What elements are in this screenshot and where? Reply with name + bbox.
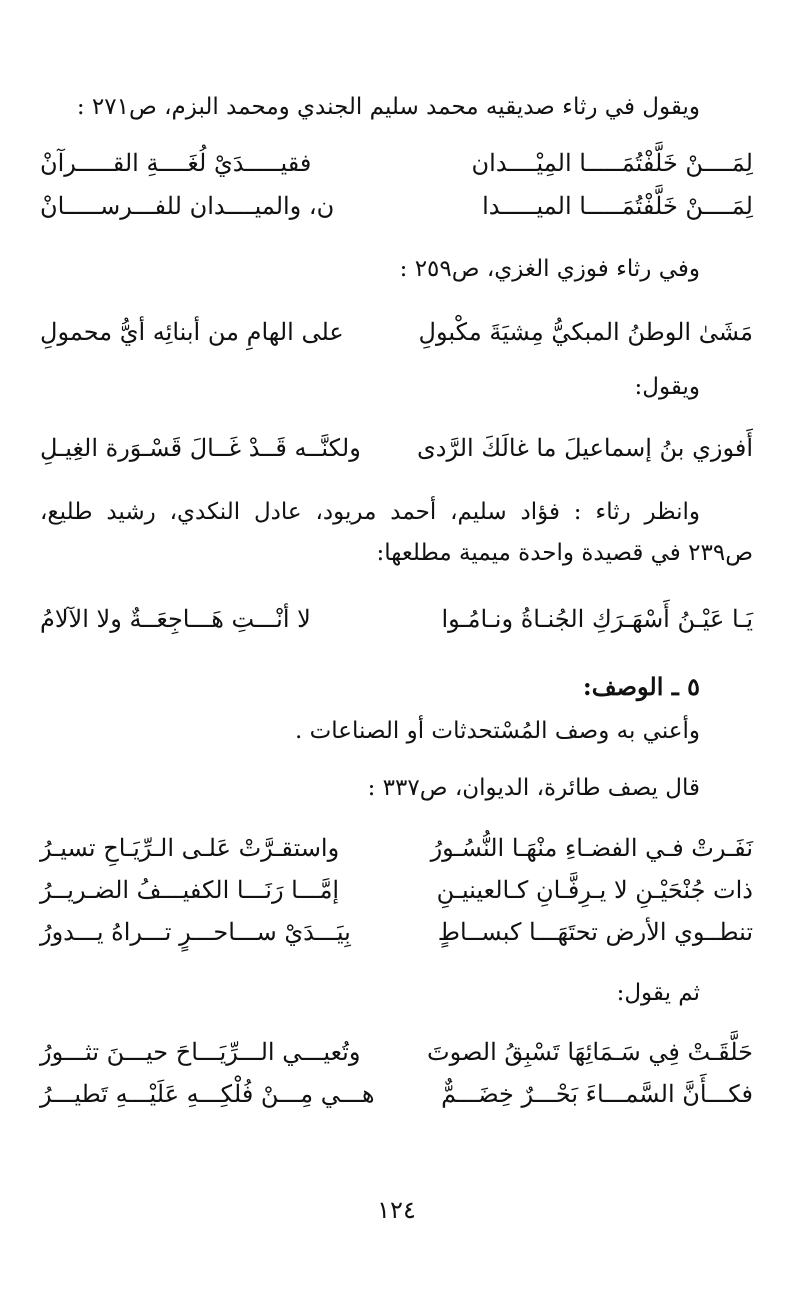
verse-line <box>40 870 753 910</box>
verse-line <box>40 143 753 183</box>
verse-line <box>40 1032 753 1072</box>
verse-line <box>40 312 753 352</box>
verse-line <box>40 1074 753 1114</box>
verse-second-hemistich: لا أنْـــتِ هَـــاجِعَــةٌ ولا الآلامُ <box>40 605 311 633</box>
verse-line <box>40 828 753 868</box>
verse-second-hemistich: ولكنَّــه قَــدْ غَــالَ قَسْـوَرة الغِيـلِ <box>40 434 361 462</box>
intro-then-he-says: ثم يقول: <box>616 980 700 1006</box>
verse-first-hemistich: نَفَـرتْ فـي الفضـاءِ منْهَـا النُّسُـورُ <box>430 834 753 862</box>
verse-first-hemistich: لِمَــــنْ خَلَّفْتُمَـــــا الميـــــدا <box>482 192 753 220</box>
verse-second-hemistich: وتُعيـــي الـــرِّيَـــاحَ حيـــنَ تثـــورُ <box>40 1038 361 1066</box>
verse-line <box>40 912 753 952</box>
intro-and-he-says: ويقول: <box>634 374 700 400</box>
verse-line <box>40 428 753 468</box>
intro-airplane-poem: قال يصف طائرة، الديوان، ص٣٣٧ : <box>367 775 700 801</box>
intro-elegy-ghazzi: وفي رثاء فوزي الغزي، ص٢٥٩ : <box>399 256 700 282</box>
verse-first-hemistich: تنطــوي الأرض تحتَهَـــا كبســاطٍ <box>437 918 753 946</box>
verse-second-hemistich: ن، والميــــدان للفـــرســـــانْ <box>40 192 335 220</box>
verse-line <box>40 186 753 226</box>
verse-first-hemistich: أَفوزي بنُ إسماعيلَ ما غالَكَ الرَّدى <box>417 434 753 462</box>
verse-second-hemistich: فقيـــــدَيْ لُغَــــةِ القـــــرآنْ <box>40 149 312 177</box>
verse-second-hemistich: بِيَـــدَيْ ســـاحـــرٍ تـــراهُ يـــدورُ <box>40 918 351 946</box>
verse-first-hemistich: مَشَىٰ الوطنُ المبكيُّ مِشيَةَ مكْبولِ <box>418 318 753 346</box>
paragraph-see-elegies-line-2: ص٢٣٩ في قصيدة واحدة ميمية مطلعها: <box>376 540 753 566</box>
intro-elegy-jundi-bazm: ويقول في رثاء صديقيه محمد سليم الجندي ومحمد البزم، ص٢٧١ : <box>76 94 700 120</box>
verse-second-hemistich: على الهامِ من أبنائِه أيُّ محمولِ <box>40 318 344 346</box>
verse-first-hemistich: ذات جُنْحَيْـنِ لا يـرِفَّـانِ كـالعينيـنِ <box>436 876 753 904</box>
verse-first-hemistich: يَـا عَيْـنُ أَسْهَـرَكِ الجُنـاةُ ونـامُـوا <box>441 605 753 633</box>
section-definition: وأعني به وصف المُسْتحدثات أو الصناعات . <box>295 718 700 744</box>
paragraph-see-elegies-line-1: وانظر رثاء : فؤاد سليم، أحمد مريود، عادل النكدي، رشيد طليع، <box>40 499 700 525</box>
verse-first-hemistich: حَلَّقَـتْ فِي سَـمَائِهَا تَسْبِقُ الصوتَ <box>426 1038 753 1066</box>
verse-first-hemistich: لِمَــــنْ خَلَّفْتُمَـــــا المِيْــــدان <box>471 149 753 177</box>
verse-second-hemistich: إمَّـــا رَنَـــا الكفيـــفُ الضـريــرُ <box>40 876 340 904</box>
verse-first-hemistich: فكـــأَنَّ السَّمـــاءَ بَحْـــرٌ خِضَـــمٌّ <box>441 1080 753 1108</box>
verse-line <box>40 599 753 639</box>
verse-second-hemistich: هـــي مِـــنْ فُلْكِـــهِ عَلَيْـــهِ تَطيـــرُ <box>40 1080 375 1108</box>
section-heading-description: ٥ ـ الوصف: <box>582 672 700 701</box>
verse-second-hemistich: واستقـرَّتْ عَلـى الـرِّيَـاحِ تسيـرُ <box>40 834 340 862</box>
page-number: ١٢٤ <box>377 1196 416 1224</box>
